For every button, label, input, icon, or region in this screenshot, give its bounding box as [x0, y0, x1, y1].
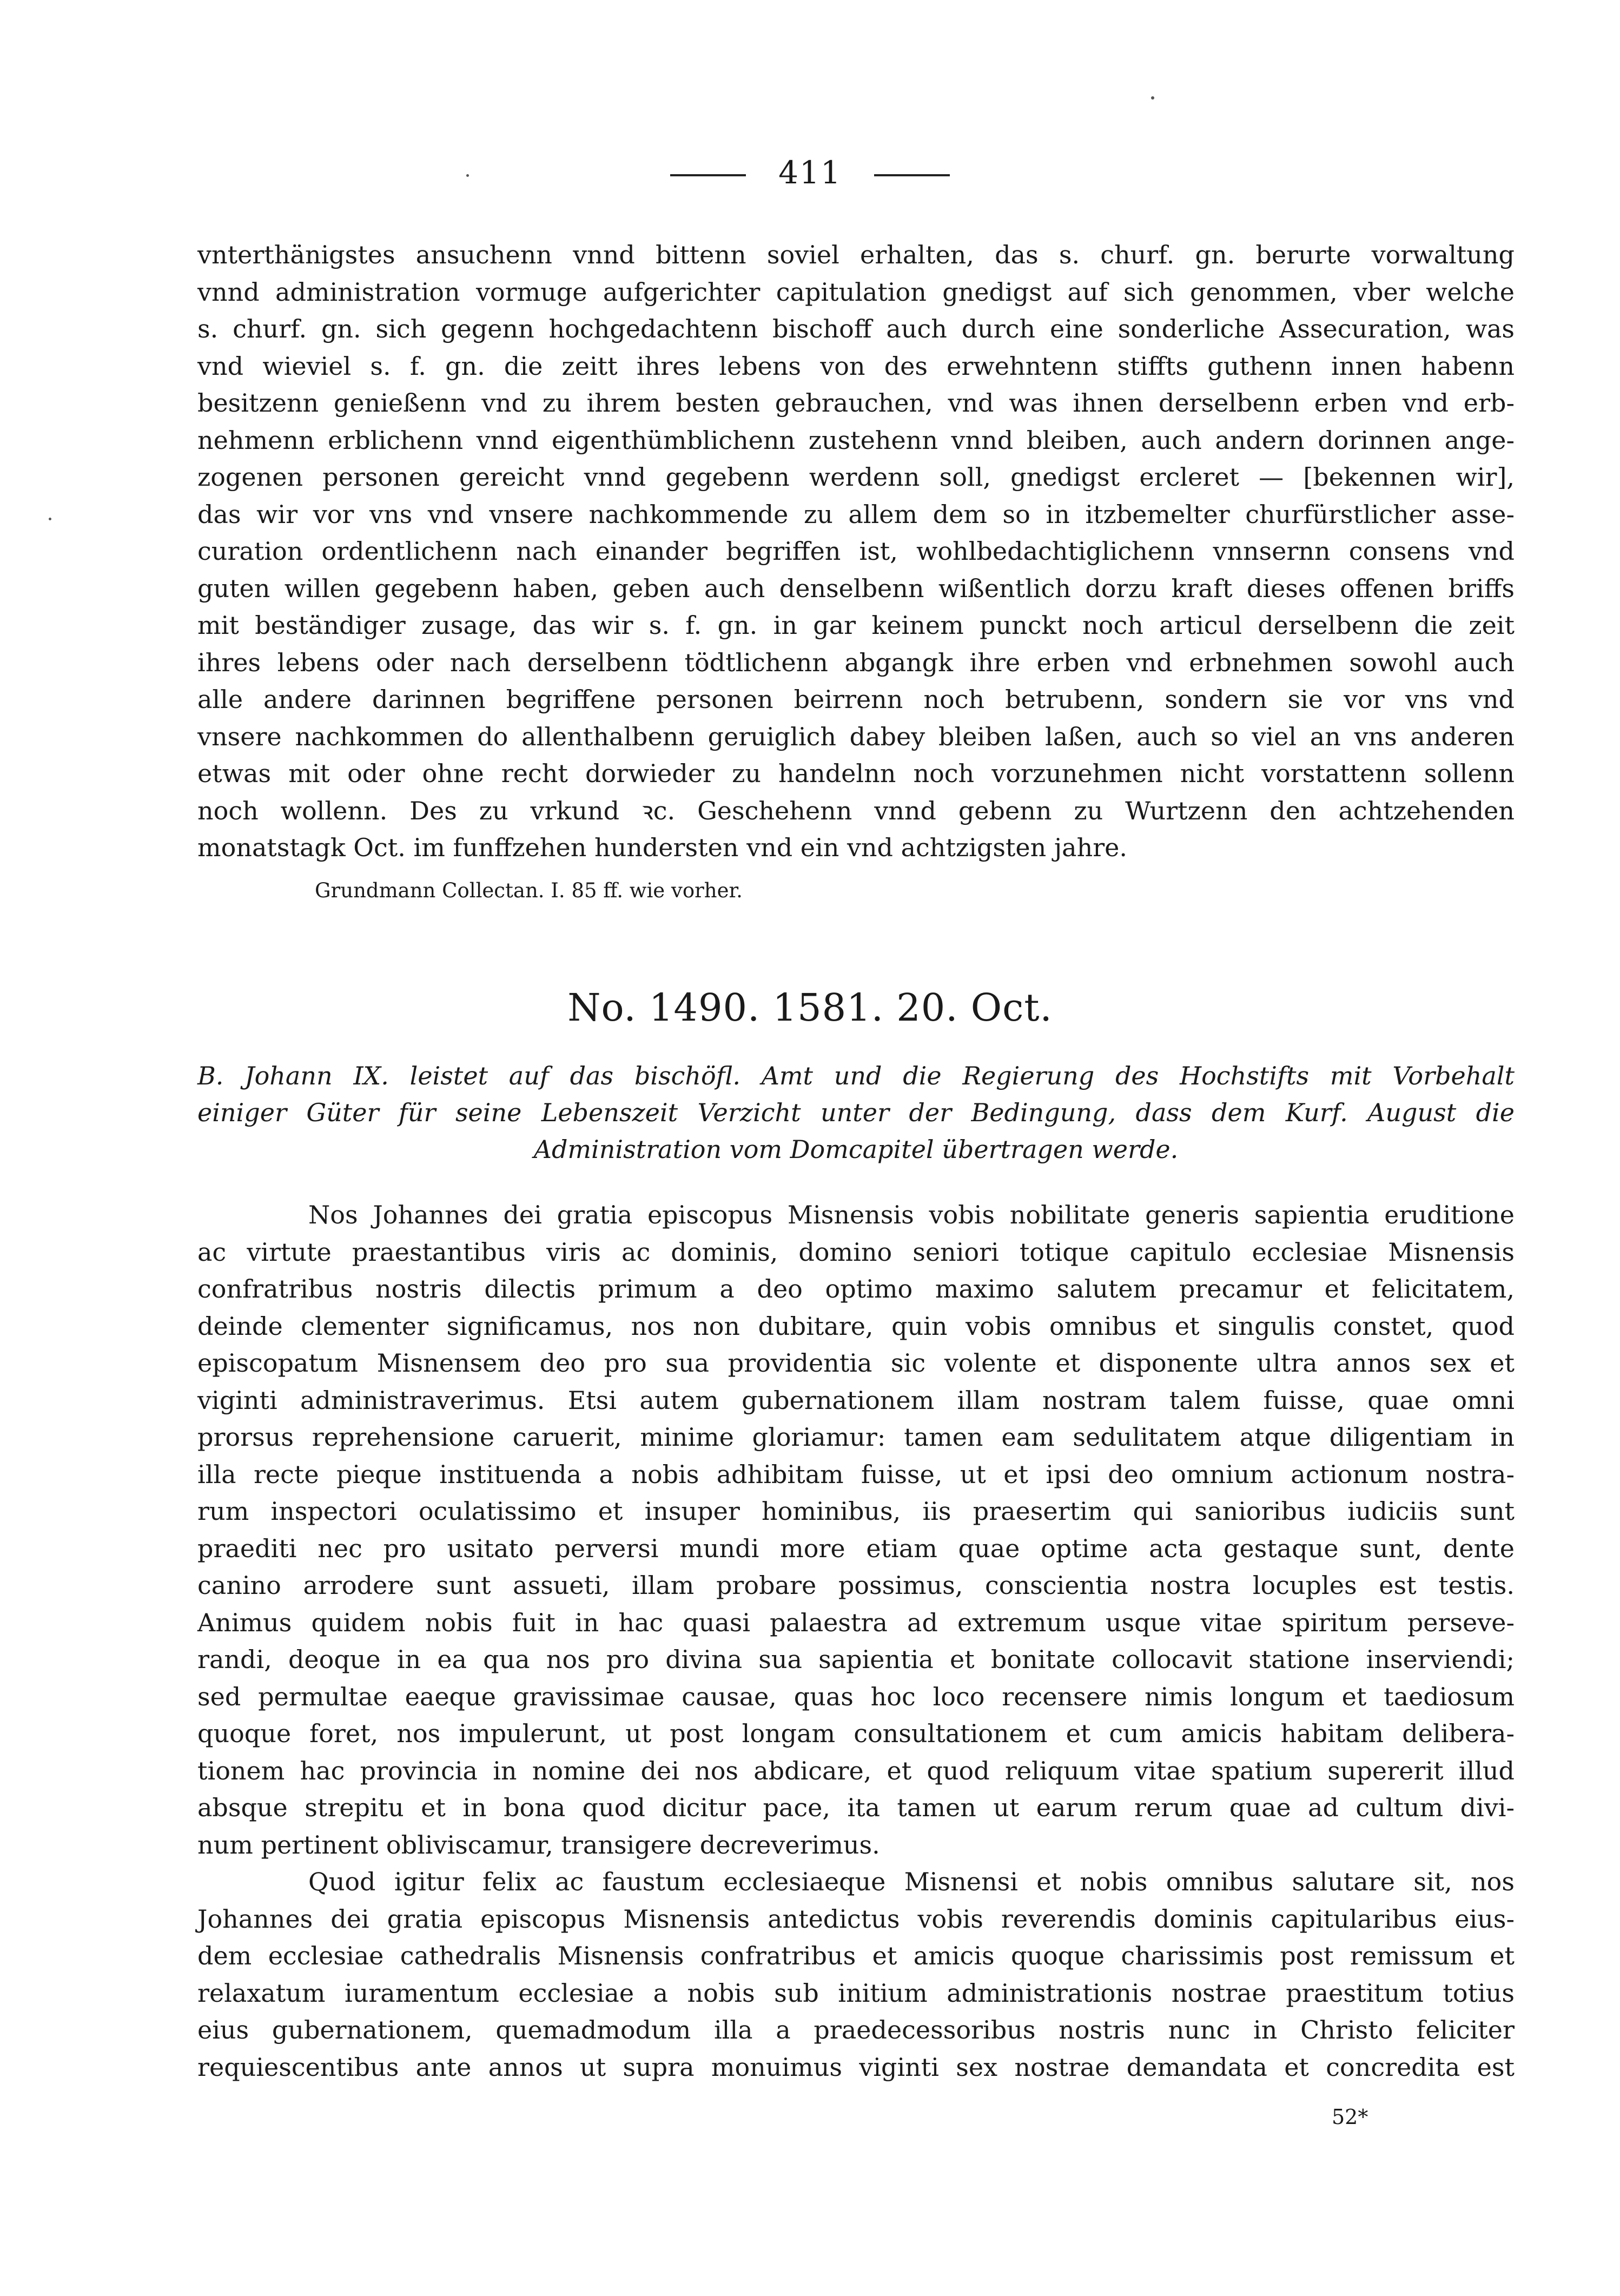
text-line: Nos Johannes dei gratia episcopus Misnensis vobis nobilitate generis sapientia eruditione [308, 1200, 1515, 1229]
header-rule-left [670, 174, 746, 176]
text-line: Quod igitur felix ac faustum ecclesiaeque Misnensi et nobis omnibus salutare sit, nos [308, 1867, 1515, 1896]
scan-speck [49, 518, 51, 520]
text-line: etwas mit oder ohne recht dorwieder zu handelnn noch vorzunehmen nicht vorstattenn sollenn [197, 759, 1515, 788]
text-line: Animus quidem nobis fuit in hac quasi palaestra ad extremum usque vitae spiritum perseve- [197, 1607, 1515, 1637]
text-line: vnnd administration vormuge aufgerichter capitulation gnedigst auf sich genommen, vber welche [197, 277, 1515, 307]
page-header [0, 154, 1620, 191]
scan-speck [1151, 96, 1154, 100]
regest-line: einiger Güter für seine Lebenszeit Verzicht unter der Bedingung, dass dem Kurf. August die [197, 1098, 1515, 1127]
text-line: rum inspectori oculatissimo et insuper hominibus, iis praesertim qui sanioribus iudiciis sunt [197, 1497, 1515, 1526]
text-line: alle andere darinnen begriffene personen beirrenn noch betrubenn, sondern sie vor vns vnd [197, 685, 1515, 714]
text-line: tionem hac provincia in nomine dei nos abdicare, et quod reliquum vitae spatium supererit illud [197, 1756, 1515, 1785]
scan-speck [466, 174, 469, 177]
text-line: canino arrodere sunt assueti, illam probare possimus, conscientia nostra locuples est testis. [197, 1571, 1515, 1600]
text-line: das wir vor vns vnd vnsere nachkommende zu allem dem so in itzbemelter churfürstlicher asse- [197, 499, 1515, 529]
signature-mark: 52* [1332, 2105, 1368, 2129]
page-number: 411 [778, 154, 842, 191]
text-line: vnd wieviel s. f. gn. die zeitt ihres lebens von des erwehntenn stiffts guthenn innen habenn [197, 351, 1515, 381]
text-line: vnsere nachkommen do allenthalbenn geruiglich dabey bleiben laßen, auch so viel an vns anderen [197, 722, 1515, 751]
text-line: viginti administraverimus. Etsi autem gubernationem illam nostram talem fuisse, quae omni [197, 1385, 1515, 1415]
text-line: curation ordentlichenn nach einander begriffen ist, wohlbedachtiglichenn vnnsernn consens vnd [197, 537, 1515, 566]
text-line: vnterthänigstes ansuchenn vnnd bittenn soviel erhalten, das s. churf. gn. berurte vorwaltung [197, 240, 1515, 269]
text-line: sed permultae eaeque gravissimae causae, quas hoc loco recensere nimis longum et taediosum [197, 1682, 1515, 1711]
text-line: besitzenn genießenn vnd zu ihrem besten gebrauchen, vnd was ihnen derselbenn erben vnd erb- [197, 388, 1515, 418]
text-line: confratribus nostris dilectis primum a deo optimo maximo salutem precamur et felicitatem, [197, 1274, 1515, 1304]
text-line: relaxatum iuramentum ecclesiae a nobis sub initium administrationis nostrae praestitum totius [197, 1978, 1515, 2008]
regest-line: B. Johann IX. leistet auf das bischöfl. Amt und die Regierung des Hochstifts mit Vorbehalt [197, 1061, 1515, 1090]
regest-line: Administration vom Domcapitel übertragen werde. [533, 1135, 1179, 1164]
text-line: ihres lebens oder nach derselbenn tödtlichenn abgangk ihre erben vnd erbnehmen sowohl auch [197, 647, 1515, 677]
text-line: s. churf. gn. sich gegenn hochgedachtenn bischoff auch durch eine sonderliche Assecuration, was [197, 314, 1515, 343]
regest-summary [197, 1057, 1515, 1168]
text-line: randi, deoque in ea qua nos pro divina sua sapientia et bonitate collocavit statione inserviendi; [197, 1645, 1515, 1674]
source-note: Grundmann Collectan. I. 85 ff. wie vorher. [315, 879, 743, 902]
text-line: noch wollenn. Des zu vrkund ꝛc. Geschehenn vnnd gebenn zu Wurtzenn den achtzehenden [197, 796, 1515, 825]
text-line: dem ecclesiae cathedralis Misnensis confratribus et amicis quoque charissimis post remissum et [197, 1941, 1515, 1970]
text-line: ac virtute praestantibus viris ac dominis, domino seniori totique capitulo ecclesiae Misnensis [197, 1237, 1515, 1267]
text-line: absque strepitu et in bona quod dicitur pace, ita tamen ut earum rerum quae ad cultum divi- [197, 1793, 1515, 1822]
text-line: prorsus reprehensione caruerit, minime gloriamur: tamen eam sedulitatem atque diligentiam in [197, 1422, 1515, 1452]
text-line: illa recte pieque instituenda a nobis adhibitam fuisse, ut et ipsi deo omnium actionum nostra- [197, 1459, 1515, 1489]
text-line: episcopatum Misnensem deo pro sua providentia sic volente et disponente ultra annos sex et [197, 1348, 1515, 1378]
text-line: quoque foret, nos impulerunt, ut post longam consultationem et cum amicis habitam delibera- [197, 1719, 1515, 1748]
text-line: monatstagk Oct. im funffzehen hundersten vnd ein vnd achtzigsten jahre. [197, 833, 1128, 862]
text-line: Johannes dei gratia episcopus Misnensis antedictus vobis reverendis dominis capitularibus eius- [197, 1904, 1515, 1934]
text-line: num pertinent obliviscamur, transigere decreverimus. [197, 1830, 880, 1860]
header-rule-right [874, 174, 950, 176]
text-line: nehmenn erblichenn vnnd eigenthümblichenn zustehenn vnnd bleiben, auch andern dorinnen ange- [197, 425, 1515, 455]
text-line: requiescentibus ante annos ut supra monuimus viginti sex nostrae demandata et concredita est [197, 2052, 1515, 2082]
document-heading: No. 1490. 1581. 20. Oct. [567, 985, 1053, 1030]
top-text-block [197, 236, 1515, 866]
text-line: mit beständiger zusage, das wir s. f. gn. in gar keinem punckt noch articul derselbenn die zeit [197, 611, 1515, 640]
text-line: praediti nec pro usitato perversi mundi more etiam quae optime acta gestaque sunt, dente [197, 1533, 1515, 1563]
text-line: deinde clementer significamus, nos non dubitare, quin vobis omnibus et singulis constet, quod [197, 1311, 1515, 1341]
text-line: zogenen personen gereicht vnnd gegebenn werdenn soll, gnedigst ercleret — [bekennen wir], [197, 462, 1515, 492]
text-line: eius gubernationem, quemadmodum illa a praedecessoribus nostris nunc in Christo feliciter [197, 2015, 1515, 2044]
latin-text-block [197, 1196, 1515, 2086]
text-line: guten willen gegebenn haben, geben auch denselbenn wißentlich dorzu kraft dieses offenen briffs [197, 573, 1515, 603]
